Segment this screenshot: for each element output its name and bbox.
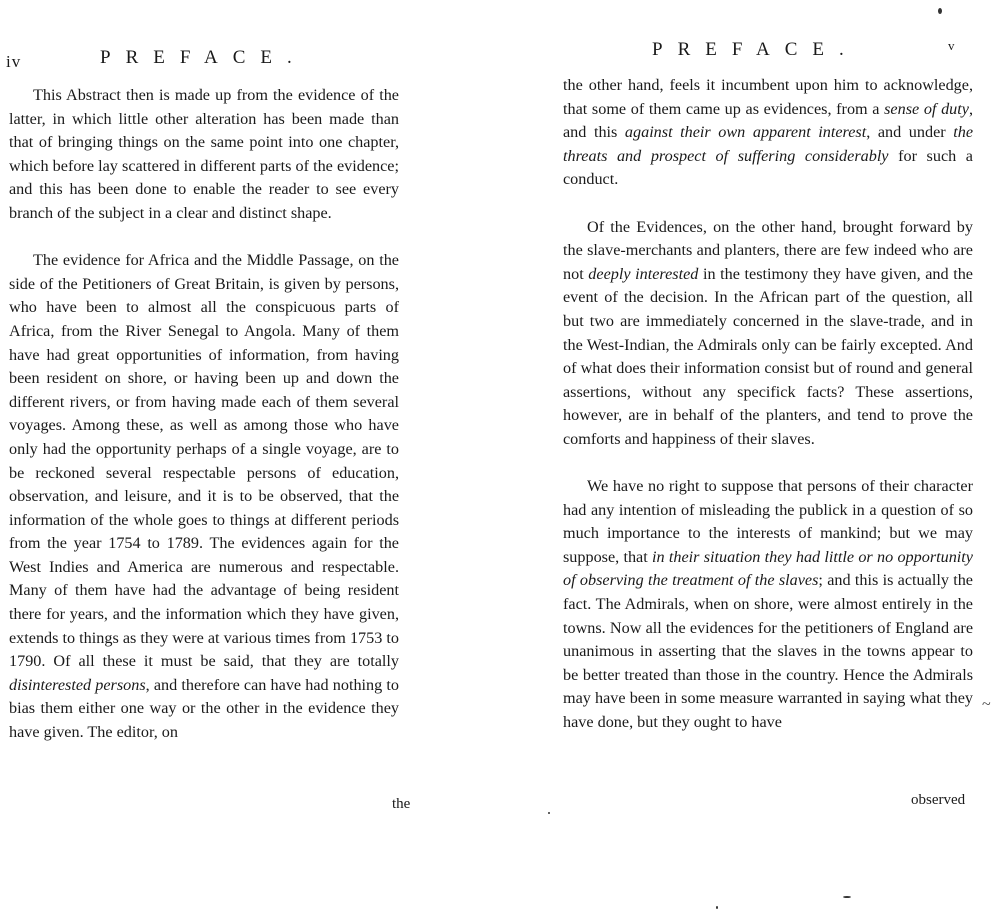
- paragraph-text: in the testimony they have given, and the event of the decision. In the African part of the question, all but two are immediately concerned in the slave-trade, and in the West-Indian, the Admirals only can be fairly excepted. And of what does their information consist but of round and general assertions, without any specifick facts? These assertions, however, are in behalf of the planters, and tend to prove the comforts and happiness of their slaves.: [563, 264, 973, 448]
- page-number: v: [948, 38, 956, 53]
- paragraph: [9, 84, 399, 226]
- running-head: PREFACE.: [652, 39, 859, 60]
- right-page: [530, 0, 1000, 911]
- page-number: iv: [6, 52, 22, 71]
- catchword: the: [392, 796, 411, 812]
- italic-phrase: sense of duty: [884, 99, 969, 118]
- running-head: PREFACE.: [100, 47, 307, 68]
- paragraph: [563, 475, 973, 735]
- paragraph-gap: [563, 452, 973, 476]
- paragraph: [9, 249, 399, 744]
- paragraph-text: , and this: [563, 99, 973, 142]
- margin-mark-icon: ~: [982, 696, 991, 713]
- paragraph-text: the other hand, feels it incumbent upon him to acknowledge, that some of them came up as evidences, from a: [563, 76, 973, 118]
- ink-speck: [843, 896, 851, 898]
- paragraph-text: This Abstract then is made up from the evidence of the latter, in which little other alteration has been made than that of bringing things on the same point into one chapter, which before lay scattered in different parts of the evidence; and this has been done to enable the reader to see every branch of the subject in a clear and distinct shape.: [9, 86, 399, 222]
- catchword: observed: [911, 792, 966, 808]
- paragraph-text: , and under: [866, 123, 954, 142]
- body-text: [9, 84, 399, 745]
- italic-phrase: in their situation they had little or no opportunity of observing the treatment of the slaves: [563, 547, 973, 590]
- ink-speck: [716, 906, 718, 909]
- italic-phrase: against their own apparent interest: [624, 123, 867, 142]
- ink-speck: [938, 8, 942, 14]
- paragraph-text: We have no right to suppose that persons of their character had any intention of misleading the publick in a question of so much importance to the interests of mankind; but we may suppose, that: [563, 477, 973, 566]
- paragraph-gap: [9, 226, 399, 250]
- paragraph: [563, 216, 973, 452]
- paragraph-text: ; and this is actually the fact. The Admirals, when on shore, were almost entirely in the towns. Now all the evidences for the petitioners of England are unanimous in asserting that the slaves in the towns appear to be better treated than those in the country. Hence the Admirals may have been in some measure warranted in saying what they have done, but they ought to have: [563, 571, 973, 732]
- paragraph-gap: [563, 192, 973, 216]
- ink-speck: [548, 812, 550, 814]
- paragraph-text: The evidence for Africa and the Middle Passage, on the side of the Petitioners of Great Britain, is given by persons, who have been to almost all the conspicuous parts of Africa, from the River Senegal to Angola. Many of them have had great opportunities of information, from having been resident on shore, or having been up and down the different rivers, or from having made each of them several voyages. Among these, as well as among those who have only had the opportunity perhaps of a single voyage, are to be reckoned several respectable persons of education, observation, and leisure, and it is to be observed, that the information of the whole goes to things at different periods from the year 1754 to 1789. The evidences again for the West Indies and America are numerous and respectable. Many of them have had the advantage of being resident there for years, and the information which they have given, extends to things as they were at various times from 1753 to 1790. Of all these it must be said, that they are totally: [9, 251, 399, 671]
- paragraph: [563, 74, 973, 192]
- paragraph-text: for such a conduct.: [563, 146, 973, 189]
- italic-phrase: disinterested persons: [9, 675, 146, 694]
- body-text: [563, 74, 973, 735]
- paragraph-text: Of the Evidences, on the other hand, brought forward by the slave-merchants and planters, there are few indeed who are not: [563, 217, 973, 283]
- italic-phrase: deeply interested: [588, 264, 699, 283]
- paragraph-text: , and therefore can have had nothing to bias them either one way or the other in the evidence they have given. The editor, on: [9, 675, 399, 742]
- left-page: [0, 0, 470, 911]
- italic-phrase: the threats and prospect of suffering considerably: [563, 123, 974, 165]
